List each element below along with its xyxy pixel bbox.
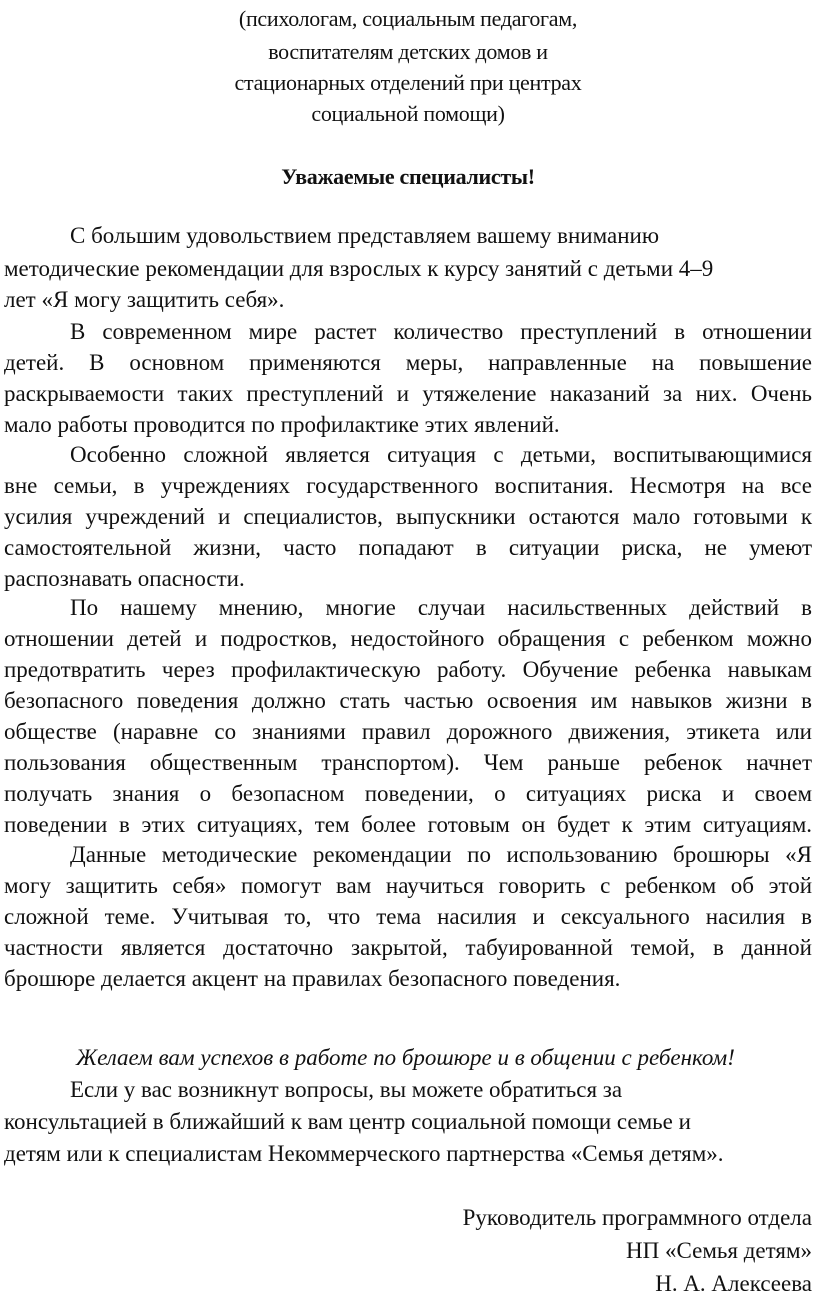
paragraph-5-line-1: Данные методические рекомендации по использованию брошюры «Я <box>70 842 812 867</box>
addressee-line-4: социальной помощи) <box>311 101 505 126</box>
signature-organization: НП «Семья детям» <box>626 1238 812 1263</box>
closing-wish: Желаем вам успехов в работе по брошюре и в общении с ребенком! <box>76 1045 735 1070</box>
paragraph-4-line-6: пользования общественным транспортом). Чем раньше ребенок начнет <box>4 750 812 775</box>
paragraph-4-line-7: получать знания о безопасном поведении, о ситуациях риска и своем <box>4 781 812 806</box>
paragraph-1-line-3: лет «Я могу защитить себя». <box>4 287 285 312</box>
addressee-line-3: стационарных отделений при центрах <box>234 70 582 95</box>
paragraph-2-line-4: мало работы проводится по профилактике этих явлений. <box>4 412 560 437</box>
signature-name: Н. А. Алексеева <box>655 1271 812 1296</box>
paragraph-4-line-2: отношении детей и подростков, недостойного обращения с ребенком можно <box>4 626 812 651</box>
paragraph-2-line-1: В современном мире растет количество преступлений в отношении <box>70 319 812 344</box>
paragraph-4-line-5: обществе (наравне со знаниями правил дорожного движения, этикета или <box>4 719 812 744</box>
signature-position: Руководитель программного отдела <box>462 1205 812 1230</box>
paragraph-2-line-3: раскрываемости таких преступлений и утяжеление наказаний за них. Очень <box>4 381 812 406</box>
paragraph-5-line-5: брошюре делается акцент на правилах безопасного поведения. <box>4 966 621 991</box>
paragraph-3-line-4: самостоятельной жизни, часто попадают в ситуации риска, не умеют <box>4 535 812 560</box>
paragraph-3-line-2: вне семьи, в учреждениях государственного воспитания. Несмотря на все <box>4 473 812 498</box>
addressee-line-1: (психологам, социальным педагогам, <box>238 6 578 31</box>
paragraph-4-line-8: поведении в этих ситуациях, тем более готовым он будет к этим ситуациям. <box>4 812 812 837</box>
paragraph-2-line-2: детей. В основном применяются меры, направленные на повышение <box>4 350 812 375</box>
paragraph-4-line-1: По нашему мнению, многие случаи насильственных действий в <box>70 595 812 620</box>
paragraph-1-line-2: методические рекомендации для взрослых к курсу занятий с детьми 4–9 <box>4 256 714 281</box>
greeting: Уважаемые специалисты! <box>281 164 535 189</box>
contact-line-2: консультацией в ближайший к вам центр социальной помощи семье и <box>4 1109 691 1134</box>
paragraph-5-line-4: частности является достаточно закрытой, табуированной темой, в данной <box>4 935 812 960</box>
paragraph-4-line-4: безопасного поведения должно стать частью освоения им навыков жизни в <box>4 688 812 713</box>
paragraph-3-line-3: усилия учреждений и специалистов, выпускники остаются мало готовыми к <box>4 504 812 529</box>
contact-line-1: Если у вас возникнут вопросы, вы можете обратиться за <box>70 1077 623 1102</box>
contact-line-3: детям или к специалистам Некоммерческого партнерства «Семья детям». <box>4 1141 724 1166</box>
paragraph-5-line-3: сложной теме. Учитывая то, что тема насилия и сексуального насилия в <box>4 904 812 929</box>
addressee-line-2: воспитателям детских домов и <box>268 39 548 64</box>
paragraph-4-line-3: предотвратить через профилактическую работу. Обучение ребенка навыкам <box>4 657 812 682</box>
paragraph-3-line-5: распознавать опасности. <box>4 566 245 591</box>
paragraph-5-line-2: могу защитить себя» помогут вам научиться говорить с ребенком об этой <box>4 873 812 898</box>
paragraph-1-line-1: С большим удовольствием представляем вашему вниманию <box>70 223 660 248</box>
paragraph-3-line-1: Особенно сложной является ситуация с детьми, воспитывающимися <box>70 442 812 467</box>
